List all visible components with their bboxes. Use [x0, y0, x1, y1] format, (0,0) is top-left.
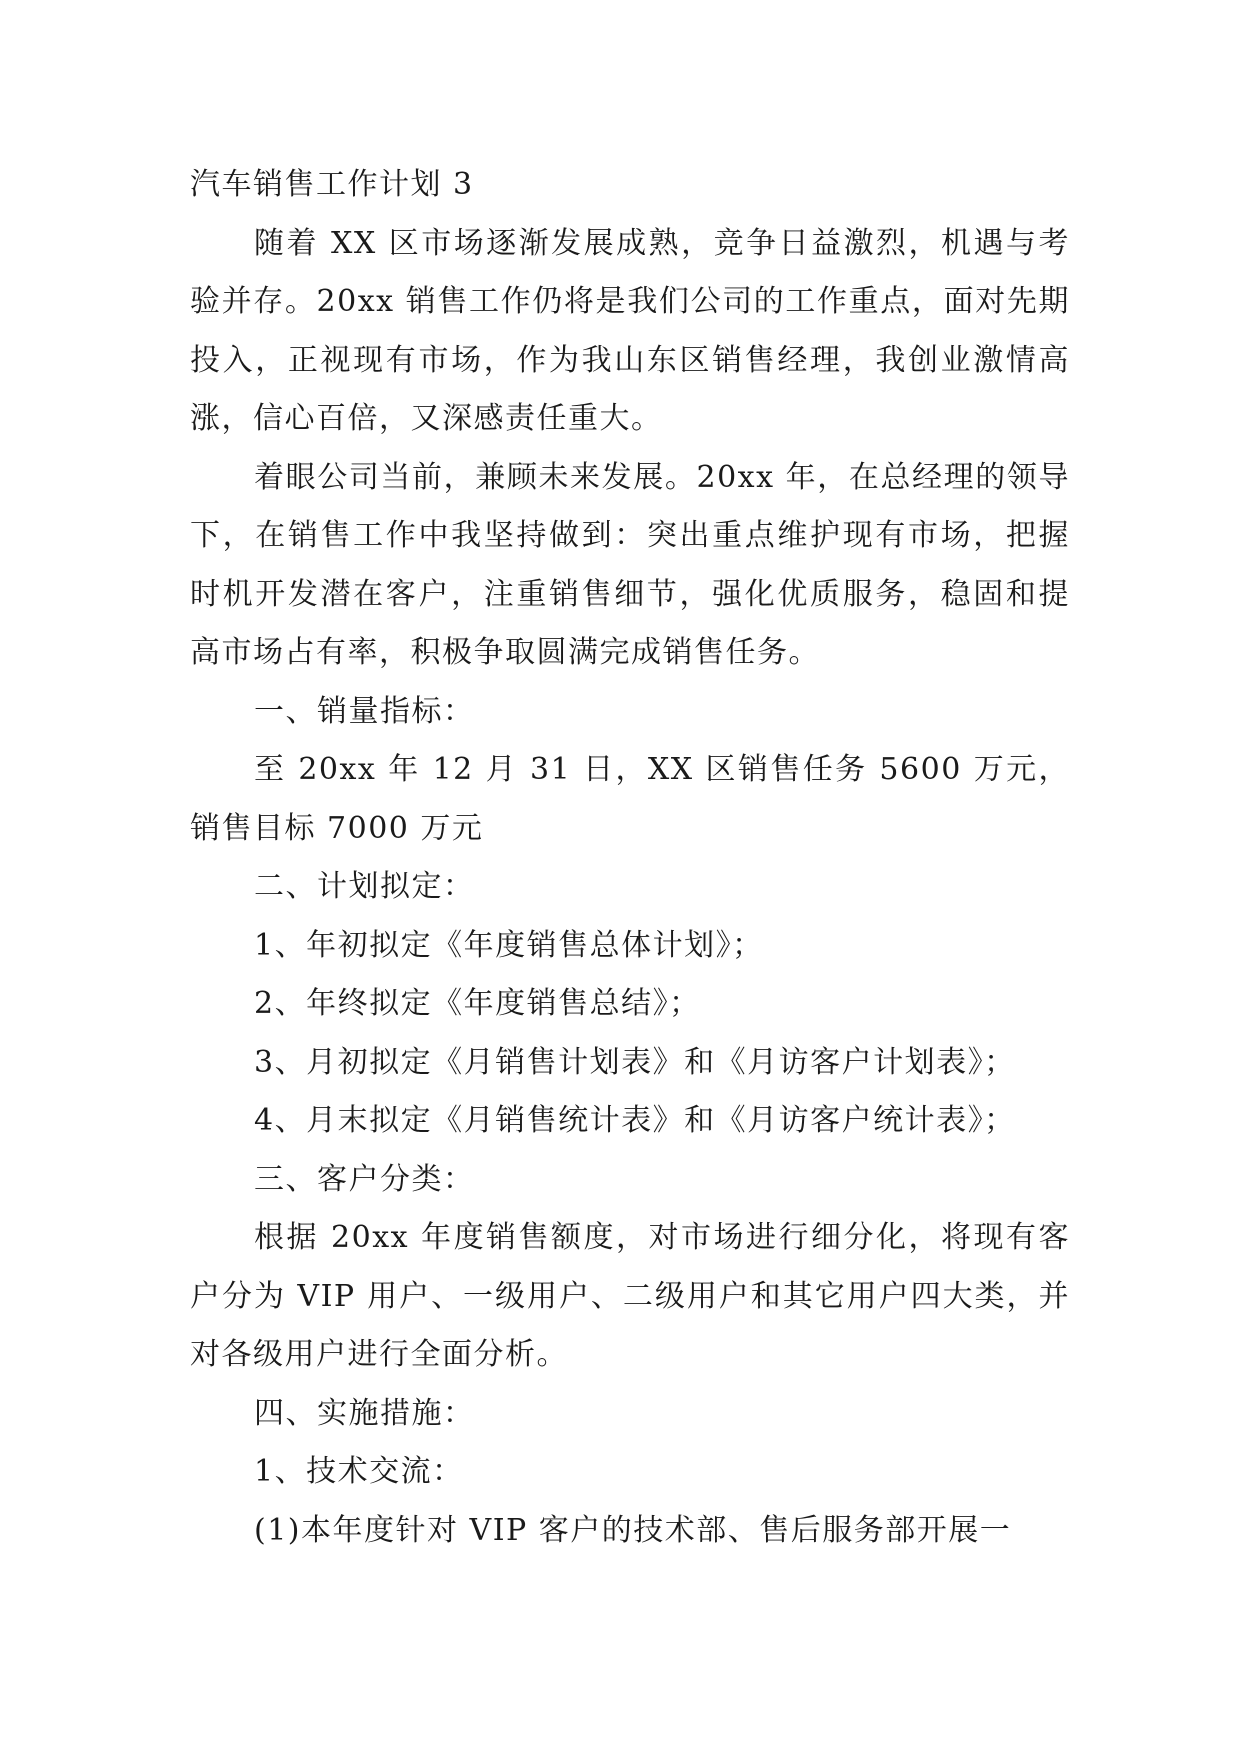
document-title: 汽车销售工作计划 3 [190, 167, 474, 202]
section-heading-sales-target: 一、销量指标： [254, 693, 475, 729]
paragraph-customers: 根据 20xx 年度销售额度，对市场进行细分化，将现有客户分为 VIP 用户、一级用户、二级用户和其它用户四大类，并对各级用户进行全面分析。 [190, 1220, 1070, 1372]
list-item-plan-3: 3、月初拟定《月销售计划表》和《月访客户计划表》； [254, 1044, 1016, 1080]
list-item-plan-2: 2、年终拟定《年度销售总结》； [254, 986, 701, 1021]
subheading-tech-exchange: 1、技术交流： [254, 1454, 464, 1489]
document-body [190, 156, 1070, 1560]
paragraph-intro: 随着 XX 区市场逐渐发展成熟，竞争日益激烈，机遇与考验并存。20xx 销售工作仍将是我们公司的工作重点，面对先期投入，正视现有市场，作为我山东区销售经理，我创业激情高涨，信心百倍，又深感责任重大。 [190, 225, 1070, 436]
list-item-plan-4: 4、月末拟定《月销售统计表》和《月访客户统计表》； [254, 1103, 1016, 1138]
section-heading-measures: 四、实施措施： [254, 1395, 475, 1431]
paragraph-tech-exchange-1: (1)本年度针对 VIP 客户的技术部、售后服务部开展一 [254, 1512, 1012, 1548]
section-heading-plan: 二、计划拟定： [254, 869, 475, 904]
list-item-plan-1: 1、年初拟定《年度销售总体计划》； [254, 927, 764, 963]
paragraph-focus: 着眼公司当前，兼顾未来发展。20xx 年，在总经理的领导下，在销售工作中我坚持做到：突出重点维护现有市场，把握时机开发潜在客户，注重销售细节，强化优质服务，稳固和提高市场占有率，积极争取圆满完成销售任务。 [190, 459, 1070, 670]
paragraph-sales-target: 至 20xx 年 12 月 31 日，XX 区销售任务 5600 万元，销售目标 7000 万元 [190, 752, 1070, 846]
section-heading-customers: 三、客户分类： [254, 1161, 475, 1197]
